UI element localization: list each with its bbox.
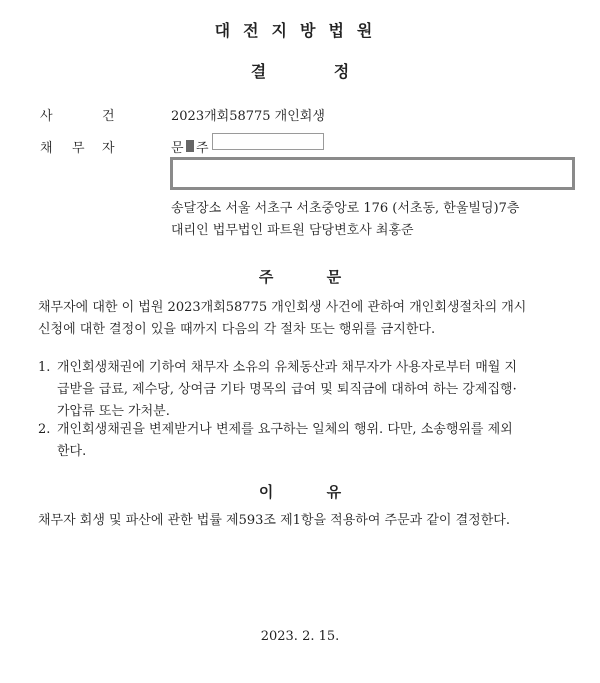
order-item-number: 2. xyxy=(38,422,51,437)
order-item-1 xyxy=(38,357,578,423)
redaction-mark xyxy=(186,140,194,152)
debtor-label-char-1: 채 xyxy=(40,141,53,156)
case-number: 2023개회58775 개인회생 xyxy=(171,109,325,124)
debtor-name-prefix: 문 xyxy=(171,141,184,156)
agent-info: 대리인 법무법인 파트원 담당변호사 최홍준 xyxy=(171,223,414,238)
service-address: 송달장소 서울 서초구 서초중앙로 176 (서초동, 한울빌딩)7층 xyxy=(171,201,520,216)
document-title: 결 정 xyxy=(250,62,350,81)
court-name: 대전지방법원 xyxy=(214,21,386,40)
redacted-address-box xyxy=(170,157,575,190)
order-item-line: 개인회생채권을 변제받거나 변제를 요구하는 일체의 행위. 다만, 소송행위를 제외 xyxy=(57,422,513,437)
debtor-label-char-2: 무 xyxy=(72,141,85,156)
reason-heading: 이 유 xyxy=(258,483,342,501)
decision-date: 2023. 2. 15. xyxy=(260,629,340,644)
case-label-char-2: 건 xyxy=(102,109,115,124)
case-label-char-1: 사 xyxy=(40,109,53,124)
order-intro-line-2: 신청에 대한 결정이 있을 때까지 다음의 각 절차 또는 행위를 금지한다. xyxy=(38,322,436,337)
order-intro-line-1: 채무자에 대한 이 법원 2023개회58775 개인회생 사건에 관하여 개인회생절차의 개시 xyxy=(38,300,527,315)
order-intro xyxy=(38,297,578,341)
order-item-line: 급받을 급료, 제수당, 상여금 기타 명목의 급여 및 퇴직금에 대하여 하는 강제집행· xyxy=(57,382,517,397)
order-heading: 주 문 xyxy=(258,268,342,286)
case-label xyxy=(0,105,170,123)
order-item-number: 1. xyxy=(38,360,51,375)
debtor-label xyxy=(0,137,170,155)
reason-text: 채무자 회생 및 파산에 관한 법률 제593조 제1항을 적용하여 주문과 같이 결정한다. xyxy=(38,513,510,528)
order-item-2 xyxy=(38,419,578,463)
order-item-line: 가압류 또는 가처분. xyxy=(57,404,170,419)
order-item-line: 한다. xyxy=(57,444,87,459)
order-item-line: 개인회생채권에 기하여 채무자 소유의 유체동산과 채무자가 사용자로부터 매월 지 xyxy=(57,360,518,375)
redacted-name-box xyxy=(212,133,324,150)
debtor-name-suffix: 주 xyxy=(196,141,209,156)
debtor-label-char-3: 자 xyxy=(102,141,115,156)
